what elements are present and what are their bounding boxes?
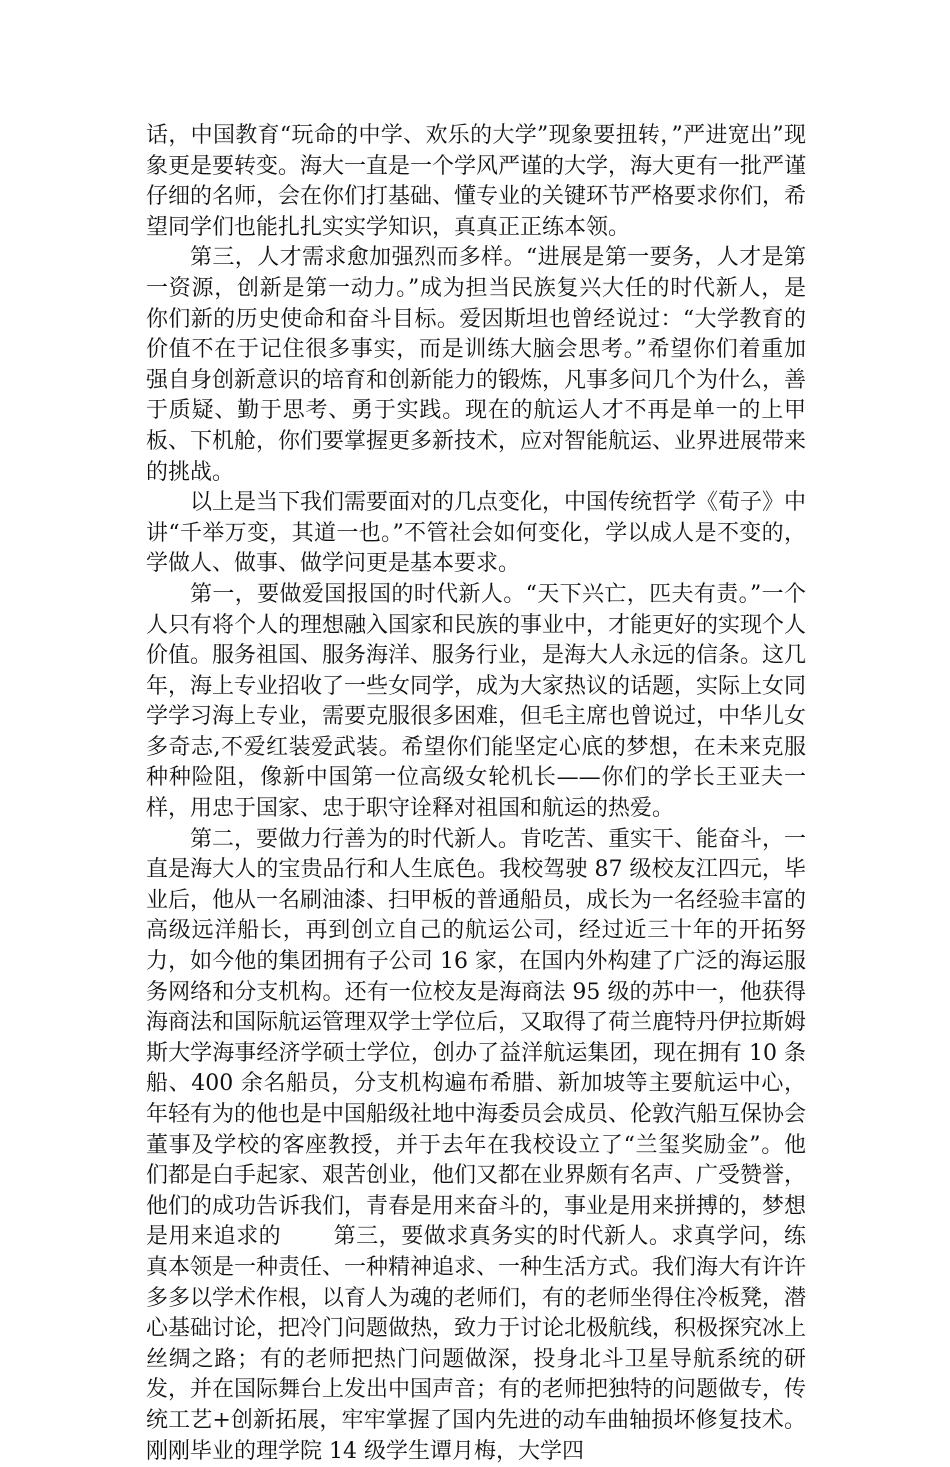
paragraph-talent-demand: 第三，人才需求愈加强烈而多样。“进展是第一要务，人才是第一资源，创新是第一动力。”成为担当民族复兴大任的时代新人，是你们新的历史使命和奋斗目标。爱因斯坦也曾经说过：“大学教育的价值不在于记住很多事实，而是训练大脑会思考。”希望你们着重加强自身创新意识的培育和创新能力的锻炼，凡事多问几个为什么，善于质疑、勤于思考、勇于实践。现在的航运人才不再是单一的上甲板、下机舱，你们要掌握更多新技术，应对智能航运、业界进展带来的挑战。	[146, 245, 807, 485]
paragraph-changes-summary: 以上是当下我们需要面对的几点变化，中国传统哲学《荀子》中讲“千举万变，其道一也。”不管社会如何变化，学以成人是不变的，学做人、做事、做学问更是基本要求。	[146, 490, 807, 577]
document-body	[146, 121, 806, 1467]
paragraph-patriotic: 第一，要做爱国报国的时代新人。“天下兴亡，匹夫有责。”一个人只有将个人的理想融入国家和民族的事业中，才能更好的实现个人价值。服务祖国、服务海洋、服务行业，是海大人永远的信条。这几年，海上专业招收了一些女同学，成为大家热议的话题，实际上女同学学习海上专业，需要克服很多困难，但毛主席也曾说过，中华儿女多奇志,不爱红装爱武装。希望你们能坚定心底的梦想，在未来克服种种险阻，像新中国第一位高级女轮机长——你们的学长王亚夫一样，用忠于国家、忠于职守诠释对祖国和航运的热爱。	[146, 581, 807, 822]
paragraph-practical: 第二，要做力行善为的时代新人。肯吃苦、重实干、能奋斗，一直是海大人的宝贵品行和人生底色。我校驾驶 87 级校友江四元，毕业后，他从一名刷油漆、扫甲板的普通船员，成长为一名经验丰富的高级远洋船长，再到创立自己的航运公司，经过近三十年的开拓努力，如今他的集团拥有子公司 16 家，在国内外构建了广泛的海运服务网络和分支机构。还有一位校友是海商法 95 级的苏中一，他获得海商法和国际航运管理双学士学位后，又取得了荷兰鹿特丹伊拉斯姆斯大学海事经济学硕士学位，创办了益洋航运集团，现在拥有 10 条船、400 余名船员，分支机构遍布希腊、新加坡等主要航运中心，年轻有为的他也是中国船级社地中海委员会成员、伦敦汽船互保协会董事及学校的客座教授，并于去年在我校设立了“兰玺奖励金”。他们都是白手起家、艰苦创业，他们又都在业界颇有名声、广受赞誉，他们的成功告诉我们，青春是用来奋斗的，事业是用来拼搏的，梦想是用来追求的 第三，要做求真务实的时代新人。求真学问，练真本领是一种责任、一种精神追求、一种生活方式。我们海大有许许多多以学术作根，以育人为魂的老师们，有的老师坐得住冷板凳，潜心基础讨论，把冷门问题做热，致力于讨论北极航线，积极探究冰上丝绸之路；有的老师把热门问题做深，投身北斗卫星导航系统的研发，并在国际舞台上发出中国声音；有的老师把独特的问题做专，传统工艺+创新拓展，牢牢掌握了国内先进的动车曲轴损坏修复技术。刚刚毕业的理学院 14 级学生谭月梅，大学四	[146, 826, 807, 1464]
paragraph-continued: 话，中国教育“玩命的中学、欢乐的大学”现象要扭转，”严进宽出”现象更是要转变。海大一直是一个学风严谨的大学，海大更有一批严谨仔细的名师，会在你们打基础、懂专业的关键环节严格要求你们，希望同学们也能扎扎实实学知识，真真正正练本领。	[146, 123, 807, 240]
